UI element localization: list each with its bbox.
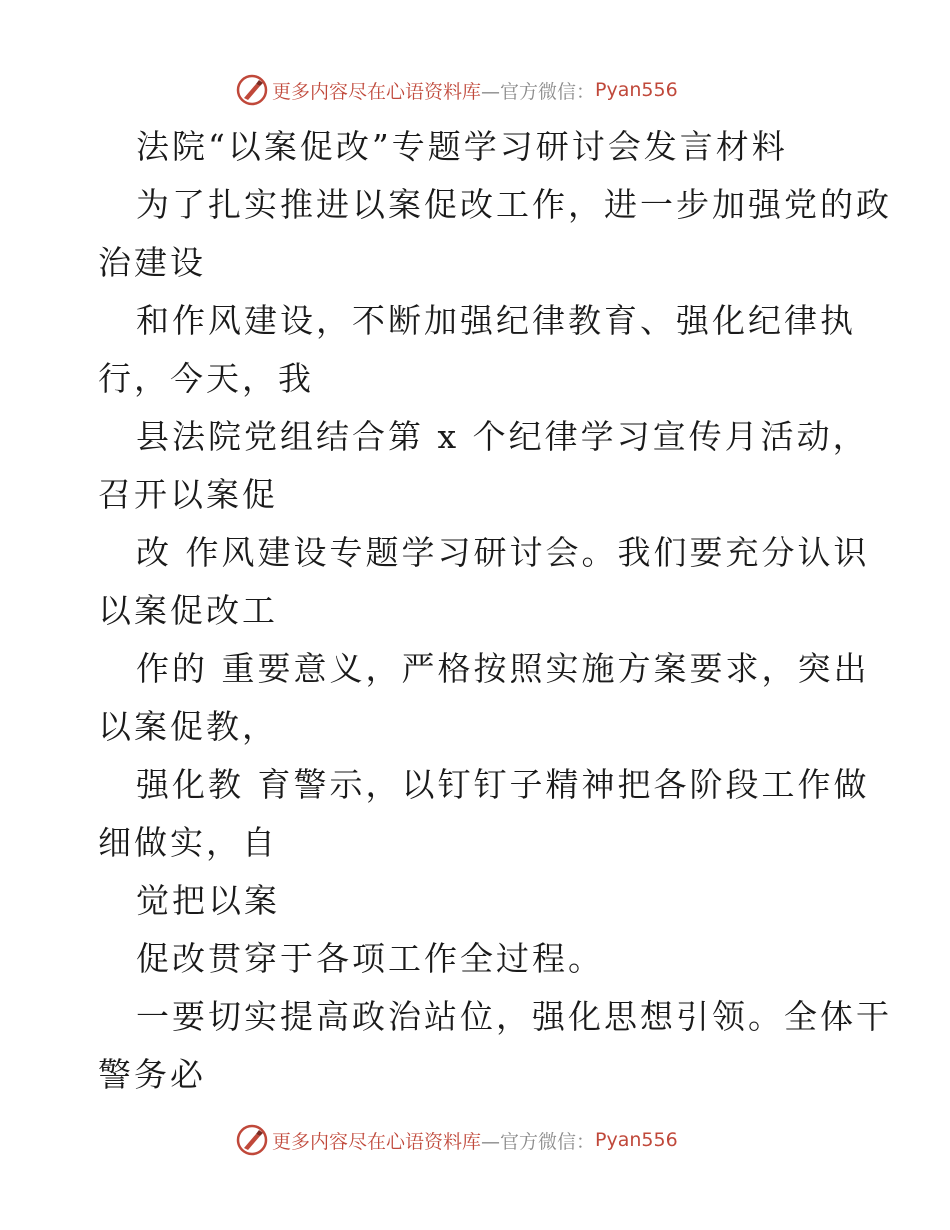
- watermark-main-text: 更多内容尽在心语资料库: [272, 80, 482, 103]
- watermark-header: [236, 73, 678, 107]
- paragraph-line: 改 作风建设专题学习研讨会。我们要充分认识: [136, 533, 870, 572]
- paragraph-line: 细做实，自: [98, 823, 278, 862]
- paragraph-line: 治建设: [98, 243, 206, 282]
- paragraph-line: 和作风建设，不断加强纪律教育、强化纪律执: [136, 301, 856, 340]
- paragraph-line: 一要切实提高政治站位，强化思想引领。全体干: [136, 997, 892, 1036]
- pen-logo-icon: [236, 1124, 268, 1156]
- watermark-footer: [236, 1123, 678, 1157]
- paragraph-line: 召开以案促: [98, 475, 278, 514]
- paragraph-line: 行，今天，我: [98, 359, 314, 398]
- paragraph-line: 强化教 育警示，以钉钉子精神把各阶段工作做: [136, 765, 870, 804]
- document-title: 法院“以案促改”专题学习研讨会发言材料: [136, 127, 788, 166]
- paragraph-line: 为了扎实推进以案促改工作，进一步加强党的政: [136, 185, 892, 224]
- watermark-wechat-id: Pyan556: [595, 79, 678, 101]
- watermark-sub-text: —官方微信：: [481, 1130, 596, 1153]
- paragraph-line: 以案促教，: [98, 707, 278, 746]
- paragraph-line: 作的 重要意义，严格按照实施方案要求，突出: [136, 649, 870, 688]
- paragraph-line: 县法院党组结合第 x 个纪律学习宣传月活动，: [136, 417, 869, 456]
- paragraph-line: 觉把以案: [136, 881, 280, 920]
- pen-logo-icon: [236, 74, 268, 106]
- document-body: [98, 118, 898, 1104]
- watermark-wechat-id: Pyan556: [595, 1129, 678, 1151]
- paragraph-line: 警务必: [98, 1055, 206, 1094]
- watermark-sub-text: —官方微信：: [481, 80, 596, 103]
- watermark-main-text: 更多内容尽在心语资料库: [272, 1130, 482, 1153]
- paragraph-line: 促改贯穿于各项工作全过程。: [136, 939, 604, 978]
- paragraph-line: 以案促改工: [98, 591, 278, 630]
